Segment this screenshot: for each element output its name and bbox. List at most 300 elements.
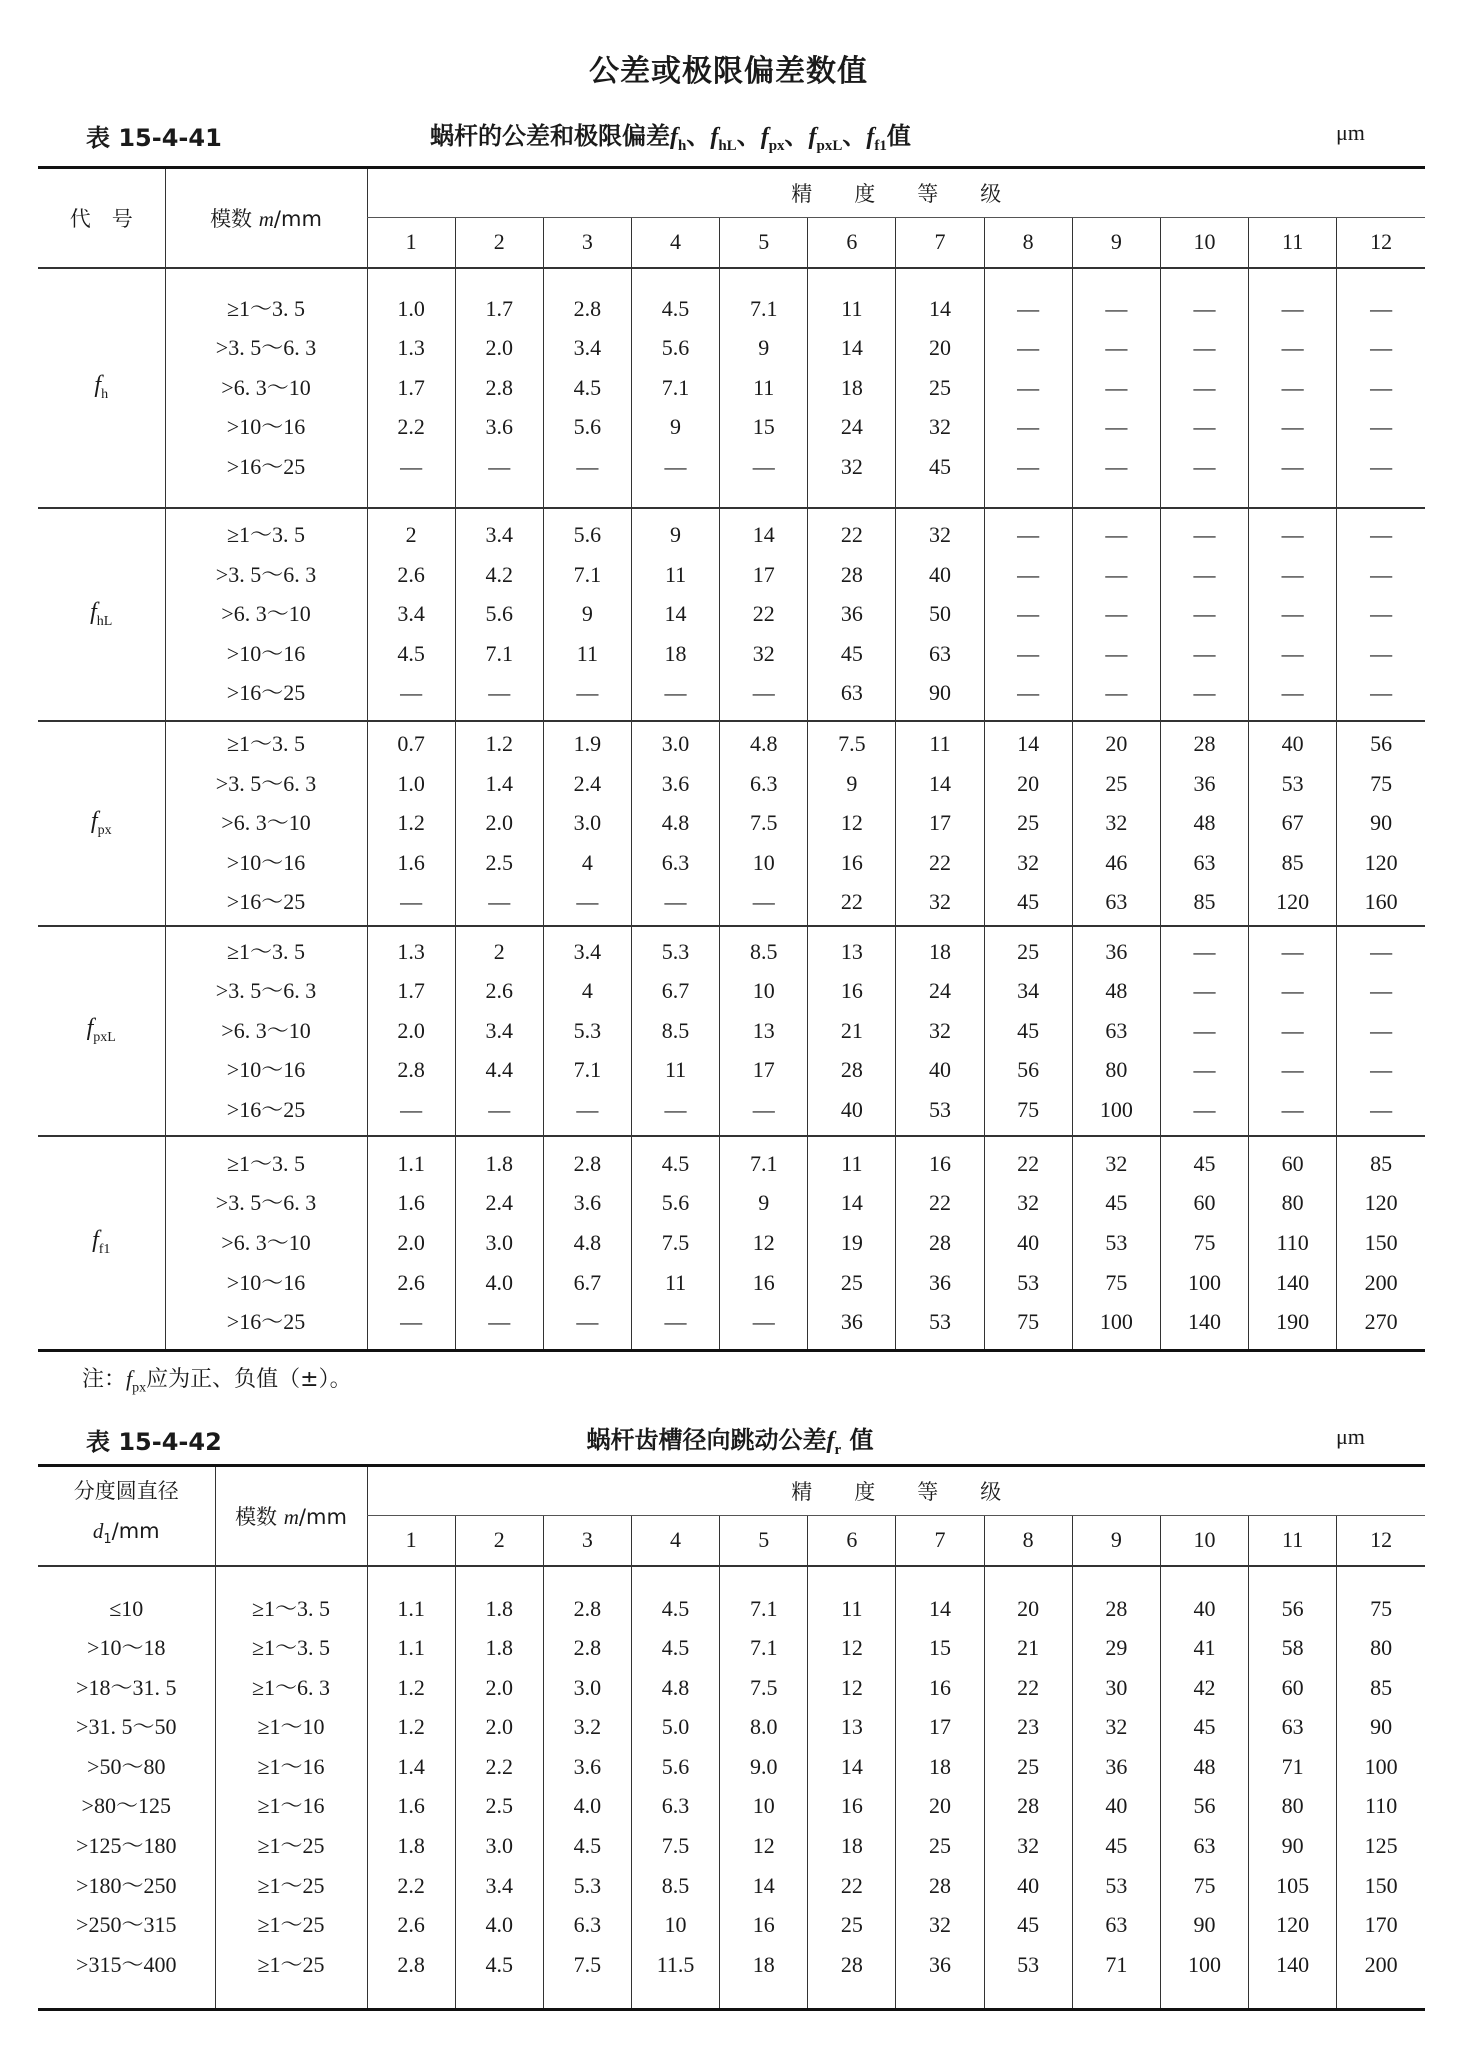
grade-header-10: 10 bbox=[1160, 218, 1248, 268]
tolerance-value: 2.8 bbox=[485, 374, 513, 400]
tolerance-value: — bbox=[576, 680, 599, 706]
grade-header-2: 2 bbox=[455, 1516, 543, 1566]
tolerance-value: 75 bbox=[1105, 1269, 1128, 1295]
tolerance-value: — bbox=[1193, 561, 1216, 587]
tolerance-value: — bbox=[664, 889, 687, 915]
runout-value: 29 bbox=[1105, 1635, 1128, 1661]
runout-value: 6.3 bbox=[661, 1793, 690, 1819]
tolerance-value: 140 bbox=[1187, 1309, 1221, 1335]
runout-value: 42 bbox=[1193, 1674, 1216, 1700]
tolerance-value: — bbox=[1105, 640, 1128, 666]
runout-value: 48 bbox=[1193, 1753, 1216, 1779]
tolerance-value: 3.6 bbox=[485, 414, 513, 440]
runout-value: 13 bbox=[840, 1714, 863, 1740]
tolerance-value: — bbox=[1370, 1017, 1393, 1043]
tolerance-value: 14 bbox=[752, 522, 775, 548]
module-cell bbox=[165, 926, 367, 1136]
runout-value: 16 bbox=[929, 1674, 952, 1700]
grade-6-cell bbox=[808, 1136, 896, 1351]
tolerance-value: — bbox=[1281, 414, 1304, 440]
grade-header-4: 4 bbox=[631, 1516, 719, 1566]
tolerance-value: — bbox=[1193, 374, 1216, 400]
runout-value: 3.4 bbox=[485, 1872, 513, 1898]
tolerance-value: — bbox=[1370, 680, 1393, 706]
table1-number: 表 15-4-41 bbox=[86, 124, 222, 152]
tolerance-value: 3.4 bbox=[397, 601, 425, 627]
grade-4-cell bbox=[631, 268, 719, 508]
tolerance-value: 10 bbox=[752, 849, 775, 875]
col-module-var: m bbox=[283, 1504, 299, 1529]
tolerance-value: — bbox=[1370, 522, 1393, 548]
grade-7-cell bbox=[896, 508, 984, 721]
tolerance-value: 1.2 bbox=[485, 731, 513, 757]
tolerance-value: — bbox=[1281, 680, 1304, 706]
tolerance-value: 160 bbox=[1364, 889, 1398, 915]
tolerance-value: 67 bbox=[1281, 810, 1304, 836]
table2-title-prefix: 蜗杆齿槽径向跳动公差 bbox=[586, 1426, 827, 1454]
grade-8-cell bbox=[984, 1136, 1072, 1351]
grade-5-cell bbox=[720, 508, 808, 721]
runout-value: 9.0 bbox=[749, 1753, 778, 1779]
col-module-header bbox=[215, 1466, 367, 1566]
tolerance-value: 36 bbox=[929, 1269, 952, 1295]
tolerance-value: — bbox=[576, 1309, 599, 1335]
tolerance-value: — bbox=[1281, 1057, 1304, 1083]
tolerance-value: 46 bbox=[1105, 849, 1128, 875]
module-value: ≥1～3. 5 bbox=[226, 938, 306, 964]
runout-value: 71 bbox=[1281, 1753, 1304, 1779]
title-symbol-base: f bbox=[760, 124, 769, 150]
tolerance-value: 7.1 bbox=[749, 295, 778, 321]
title-symbol-sub: px bbox=[768, 137, 785, 154]
runout-value: 8.0 bbox=[749, 1714, 778, 1740]
group-code-symbol-sub: f1 bbox=[98, 1242, 111, 1258]
tolerance-value: — bbox=[752, 680, 775, 706]
tolerance-value: 63 bbox=[1193, 849, 1216, 875]
tolerance-value: 7.5 bbox=[661, 1229, 690, 1255]
tolerance-value: 1.6 bbox=[397, 1190, 425, 1216]
grade-header-7: 7 bbox=[896, 218, 984, 268]
runout-value: 10 bbox=[752, 1793, 775, 1819]
module-value: >3. 5～6. 3 bbox=[215, 978, 317, 1004]
table1-unit: μm bbox=[1336, 120, 1365, 145]
tolerance-value: 25 bbox=[1105, 770, 1128, 796]
module-value: >3. 5～6. 3 bbox=[215, 335, 317, 361]
grade-6-cell bbox=[808, 268, 896, 508]
grade-3-cell bbox=[543, 721, 631, 926]
tolerance-value: — bbox=[400, 680, 423, 706]
tolerance-value: 20 bbox=[1017, 770, 1040, 796]
title-symbol-base: f bbox=[710, 124, 719, 150]
grade-1-cell bbox=[367, 268, 455, 508]
tolerance-value: 45 bbox=[1017, 889, 1040, 915]
tolerance-value: — bbox=[1370, 640, 1393, 666]
grade-5-cell bbox=[720, 1136, 808, 1351]
module-value: >16～25 bbox=[226, 889, 306, 915]
runout-value: 12 bbox=[840, 1674, 863, 1700]
runout-value: 16 bbox=[752, 1912, 775, 1938]
runout-value: 63 bbox=[1281, 1714, 1304, 1740]
runout-value: 11.5 bbox=[656, 1951, 695, 1977]
tolerance-value: 11 bbox=[841, 1150, 863, 1176]
grade-1-cell bbox=[367, 926, 455, 1136]
grade-4-cell bbox=[631, 926, 719, 1136]
runout-value: 41 bbox=[1193, 1635, 1216, 1661]
runout-value: 7.5 bbox=[661, 1833, 690, 1859]
runout-value: 1.4 bbox=[397, 1753, 425, 1779]
title-separator: 、 bbox=[686, 122, 711, 150]
tolerance-value: 270 bbox=[1364, 1309, 1398, 1335]
table1-title-suffix: 值 bbox=[886, 122, 911, 150]
runout-value: 28 bbox=[1105, 1595, 1128, 1621]
table2 bbox=[38, 1464, 1425, 2011]
runout-value: 40 bbox=[1105, 1793, 1128, 1819]
tolerance-value: — bbox=[664, 1309, 687, 1335]
runout-value: 75 bbox=[1193, 1872, 1216, 1898]
tolerance-value: 32 bbox=[1017, 849, 1040, 875]
tolerance-value: — bbox=[752, 1309, 775, 1335]
runout-value: 15 bbox=[929, 1635, 952, 1661]
grade-header-3: 3 bbox=[543, 218, 631, 268]
grade-header-7: 7 bbox=[896, 1516, 984, 1566]
runout-value: 71 bbox=[1105, 1951, 1128, 1977]
tolerance-value: 32 bbox=[929, 889, 952, 915]
runout-value: 14 bbox=[929, 1595, 952, 1621]
module-value: >6. 3～10 bbox=[221, 1017, 311, 1043]
grade-8-cell bbox=[984, 721, 1072, 926]
tolerance-value: 2.4 bbox=[573, 770, 602, 796]
tolerance-value: 32 bbox=[752, 640, 775, 666]
runout-value: 140 bbox=[1276, 1951, 1310, 1977]
tolerance-value: 1.6 bbox=[397, 849, 425, 875]
tolerance-value: 32 bbox=[1017, 1190, 1040, 1216]
tolerance-value: 9 bbox=[581, 601, 593, 627]
tolerance-value: 5.6 bbox=[573, 522, 602, 548]
tolerance-value: — bbox=[1281, 601, 1304, 627]
grade-header-12: 12 bbox=[1337, 218, 1425, 268]
grade-4-cell bbox=[631, 508, 719, 721]
runout-value-column bbox=[1072, 1566, 1160, 2010]
tolerance-value: 24 bbox=[840, 414, 863, 440]
runout-value: 23 bbox=[1017, 1714, 1040, 1740]
table1 bbox=[38, 166, 1425, 1352]
module-value: >10～16 bbox=[226, 1057, 306, 1083]
group-code-symbol bbox=[92, 1227, 111, 1258]
tolerance-value: 40 bbox=[840, 1096, 863, 1122]
tolerance-value: 11 bbox=[664, 561, 687, 587]
runout-value: 2.6 bbox=[397, 1912, 425, 1938]
tolerance-value: 2.0 bbox=[485, 335, 513, 361]
tolerance-value: 32 bbox=[1105, 810, 1128, 836]
tolerance-value: — bbox=[1370, 1057, 1393, 1083]
tolerance-value: 80 bbox=[1281, 1190, 1304, 1216]
tolerance-value: 5.3 bbox=[661, 938, 690, 964]
runout-value: 7.1 bbox=[749, 1595, 778, 1621]
tolerance-value: 4.0 bbox=[485, 1269, 513, 1295]
module-value: ≥1～3. 5 bbox=[226, 1150, 306, 1176]
grade-6-cell bbox=[808, 721, 896, 926]
tolerance-value: 63 bbox=[929, 640, 952, 666]
tolerance-value: — bbox=[1281, 374, 1304, 400]
tolerance-value: — bbox=[400, 889, 423, 915]
runout-value: 21 bbox=[1017, 1635, 1040, 1661]
runout-value: 5.6 bbox=[661, 1753, 690, 1779]
tolerance-value: — bbox=[1281, 1096, 1304, 1122]
module-value: >10～16 bbox=[226, 640, 306, 666]
tolerance-value: 36 bbox=[1193, 770, 1216, 796]
tolerance-value: 11 bbox=[664, 1057, 687, 1083]
tolerance-value: 7.1 bbox=[485, 640, 513, 666]
group-code-symbol bbox=[90, 807, 112, 838]
group-code bbox=[38, 268, 165, 508]
tolerance-value: 5.3 bbox=[573, 1017, 602, 1043]
module-value: ≥1～25 bbox=[257, 1951, 325, 1977]
runout-value: 12 bbox=[840, 1635, 863, 1661]
tolerance-value: 36 bbox=[840, 1309, 863, 1335]
grade-header-9: 9 bbox=[1072, 1516, 1160, 1566]
col-diameter-sub: 1 bbox=[103, 1532, 112, 1548]
data-block bbox=[38, 1566, 1425, 2010]
runout-value: 125 bbox=[1364, 1833, 1398, 1859]
tolerance-value: 19 bbox=[840, 1229, 863, 1255]
runout-value: 170 bbox=[1364, 1912, 1398, 1938]
tolerance-value: 1.1 bbox=[397, 1150, 425, 1176]
tolerance-value: 12 bbox=[840, 810, 863, 836]
tolerance-value: 4.5 bbox=[661, 1150, 690, 1176]
tolerance-value: 4.5 bbox=[397, 640, 425, 666]
runout-value: 16 bbox=[840, 1793, 863, 1819]
tolerance-value: — bbox=[400, 1096, 423, 1122]
title-symbol-base: f bbox=[808, 124, 817, 150]
runout-value: 4.5 bbox=[485, 1951, 513, 1977]
runout-value: 90 bbox=[1370, 1714, 1393, 1740]
tolerance-value: — bbox=[1105, 295, 1128, 321]
grade-2-cell bbox=[455, 926, 543, 1136]
tolerance-value: 11 bbox=[929, 731, 951, 757]
tolerance-value: 3.6 bbox=[573, 1190, 602, 1216]
grade-3-cell bbox=[543, 926, 631, 1136]
tolerance-value: 2.6 bbox=[397, 1269, 425, 1295]
tolerance-value: — bbox=[1370, 295, 1393, 321]
tolerance-value: — bbox=[1370, 1096, 1393, 1122]
tolerance-value: — bbox=[1017, 561, 1040, 587]
col-module-label: 模数 bbox=[210, 206, 259, 231]
runout-value-column bbox=[631, 1566, 719, 2010]
runout-value: 56 bbox=[1281, 1595, 1304, 1621]
runout-value: 8.5 bbox=[661, 1872, 690, 1898]
tolerance-value: 1.7 bbox=[397, 374, 425, 400]
tolerance-value: 56 bbox=[1017, 1057, 1040, 1083]
grade-3-cell bbox=[543, 508, 631, 721]
module-value: >6. 3～10 bbox=[221, 601, 311, 627]
grade-header-5: 5 bbox=[720, 218, 808, 268]
runout-value: 80 bbox=[1370, 1635, 1393, 1661]
group-code-symbol-base: f bbox=[92, 1227, 99, 1254]
tolerance-value: — bbox=[1017, 640, 1040, 666]
col-module-header bbox=[165, 168, 367, 268]
runout-value: 150 bbox=[1364, 1872, 1398, 1898]
tolerance-value: 4.5 bbox=[661, 295, 690, 321]
tolerance-value: — bbox=[1370, 601, 1393, 627]
runout-value-column bbox=[367, 1566, 455, 2010]
tolerance-value: 14 bbox=[929, 770, 952, 796]
tolerance-value: 1.3 bbox=[397, 335, 425, 361]
runout-value: 14 bbox=[840, 1753, 863, 1779]
group-code bbox=[38, 926, 165, 1136]
grade-header-11: 11 bbox=[1249, 1516, 1337, 1566]
runout-value: 1.8 bbox=[485, 1635, 513, 1661]
tolerance-value: 11 bbox=[841, 295, 863, 321]
tolerance-value: 100 bbox=[1187, 1269, 1221, 1295]
tolerance-value: — bbox=[1193, 453, 1216, 479]
diameter-value-column bbox=[38, 1566, 215, 2010]
table2-unit: μm bbox=[1336, 1424, 1365, 1449]
tolerance-value: 6.7 bbox=[573, 1269, 602, 1295]
runout-value: 85 bbox=[1370, 1674, 1393, 1700]
tolerance-value: 34 bbox=[1017, 978, 1040, 1004]
tolerance-value: 6.3 bbox=[661, 849, 690, 875]
tolerance-value: — bbox=[1017, 374, 1040, 400]
grade-2-cell bbox=[455, 268, 543, 508]
tolerance-value: — bbox=[400, 1309, 423, 1335]
runout-value: 25 bbox=[840, 1912, 863, 1938]
tolerance-value: 75 bbox=[1017, 1096, 1040, 1122]
title-symbol bbox=[670, 122, 687, 154]
tolerance-value: — bbox=[1193, 1017, 1216, 1043]
tolerance-value: — bbox=[1105, 414, 1128, 440]
tolerance-value: — bbox=[488, 1309, 511, 1335]
tolerance-value: 120 bbox=[1364, 1190, 1398, 1216]
group-code-symbol-base: f bbox=[90, 807, 98, 834]
title-symbol-sub: pxL bbox=[816, 137, 843, 154]
module-value: ≥1～25 bbox=[257, 1912, 325, 1938]
tolerance-value: 63 bbox=[840, 680, 863, 706]
tolerance-value: 1.0 bbox=[397, 295, 425, 321]
tolerance-value: 36 bbox=[840, 601, 863, 627]
tolerance-value: 2.2 bbox=[397, 414, 425, 440]
runout-value: 7.1 bbox=[749, 1635, 778, 1661]
module-value: ≥1～3. 5 bbox=[226, 522, 306, 548]
grade-5-cell bbox=[720, 926, 808, 1136]
tolerance-value: 40 bbox=[929, 561, 952, 587]
group-code-symbol-sub: px bbox=[97, 822, 112, 838]
module-cell bbox=[165, 1136, 367, 1351]
grade-header-6: 6 bbox=[808, 218, 896, 268]
tolerance-value: 9 bbox=[670, 414, 682, 440]
tolerance-value: 28 bbox=[1193, 731, 1216, 757]
tolerance-value: 18 bbox=[840, 374, 863, 400]
runout-value: 4.5 bbox=[661, 1635, 690, 1661]
runout-value: 105 bbox=[1276, 1872, 1310, 1898]
tolerance-value: 22 bbox=[840, 889, 863, 915]
title-symbol-sub: r bbox=[834, 1441, 842, 1458]
module-value: >3. 5～6. 3 bbox=[215, 561, 317, 587]
tolerance-value: 5.6 bbox=[485, 601, 513, 627]
page-title: 公差或极限偏差数值 bbox=[589, 54, 868, 89]
tolerance-value: 16 bbox=[752, 1269, 775, 1295]
title-symbol-sub: hL bbox=[718, 137, 737, 154]
group-code bbox=[38, 508, 165, 721]
table1-title-prefix: 蜗杆的公差和极限偏差 bbox=[430, 122, 670, 150]
col-diameter-var: d bbox=[92, 1519, 104, 1544]
tolerance-value: — bbox=[1017, 295, 1040, 321]
tolerance-value: 2.8 bbox=[573, 295, 602, 321]
runout-value: 36 bbox=[1105, 1753, 1128, 1779]
tolerance-value: 4.8 bbox=[573, 1229, 602, 1255]
tolerance-value: 7.1 bbox=[661, 374, 690, 400]
tolerance-value: 32 bbox=[929, 414, 952, 440]
tolerance-value: 17 bbox=[752, 1057, 775, 1083]
tolerance-value: — bbox=[1193, 640, 1216, 666]
tolerance-value: 25 bbox=[1017, 938, 1040, 964]
tolerance-value: 53 bbox=[1017, 1269, 1040, 1295]
tolerance-value: 14 bbox=[929, 295, 952, 321]
title-symbol-base: f bbox=[866, 124, 875, 150]
runout-value: 40 bbox=[1193, 1595, 1216, 1621]
tolerance-value: 3.4 bbox=[573, 938, 602, 964]
tolerance-value: 4.8 bbox=[661, 810, 690, 836]
grade-2-cell bbox=[455, 508, 543, 721]
tolerance-value: 14 bbox=[1017, 731, 1040, 757]
tolerance-value: — bbox=[752, 1096, 775, 1122]
runout-value: 2.8 bbox=[573, 1595, 602, 1621]
grade-header-11: 11 bbox=[1249, 218, 1337, 268]
tolerance-value: — bbox=[1017, 335, 1040, 361]
tolerance-value: 90 bbox=[929, 680, 952, 706]
tolerance-value: 20 bbox=[929, 335, 952, 361]
grade-6-cell bbox=[808, 926, 896, 1136]
runout-value: 11 bbox=[841, 1595, 863, 1621]
module-value-column bbox=[215, 1566, 367, 2010]
runout-value: 58 bbox=[1281, 1635, 1304, 1661]
runout-value: 1.2 bbox=[397, 1714, 425, 1740]
runout-value: 45 bbox=[1017, 1912, 1040, 1938]
table1-title-symbols bbox=[670, 122, 887, 154]
tolerance-value: 3.0 bbox=[661, 731, 690, 757]
runout-value: 40 bbox=[1017, 1872, 1040, 1898]
grade-group-header: 精 度 等 级 bbox=[367, 168, 1425, 218]
tolerance-value: 28 bbox=[840, 1057, 863, 1083]
runout-value-column bbox=[808, 1566, 896, 2010]
tolerance-value: — bbox=[1193, 601, 1216, 627]
module-value: ≥1～3. 5 bbox=[226, 295, 306, 321]
group-code-symbol-base: f bbox=[90, 598, 97, 625]
title-symbol bbox=[866, 122, 887, 154]
tolerance-value: 63 bbox=[1105, 889, 1128, 915]
tolerance-value: — bbox=[1370, 978, 1393, 1004]
grade-9-cell bbox=[1072, 721, 1160, 926]
module-value: ≥1～10 bbox=[257, 1714, 325, 1740]
module-value: >16～25 bbox=[226, 680, 306, 706]
diameter-value: >250～315 bbox=[76, 1912, 177, 1938]
runout-value: 22 bbox=[1017, 1674, 1040, 1700]
grade-11-cell bbox=[1249, 721, 1337, 926]
group-code bbox=[38, 721, 165, 926]
runout-value: 1.2 bbox=[397, 1674, 425, 1700]
runout-value: 25 bbox=[1017, 1753, 1040, 1779]
tolerance-value: — bbox=[1281, 522, 1304, 548]
runout-value: 5.3 bbox=[573, 1872, 602, 1898]
grade-1-cell bbox=[367, 721, 455, 926]
runout-value: 80 bbox=[1281, 1793, 1304, 1819]
tolerance-value: — bbox=[1370, 938, 1393, 964]
tolerance-value: — bbox=[1193, 522, 1216, 548]
grade-10-cell bbox=[1160, 268, 1248, 508]
grade-2-cell bbox=[455, 1136, 543, 1351]
group-code-symbol-sub: hL bbox=[96, 613, 113, 629]
runout-value: 2.0 bbox=[485, 1714, 513, 1740]
module-value: >16～25 bbox=[226, 1096, 306, 1122]
